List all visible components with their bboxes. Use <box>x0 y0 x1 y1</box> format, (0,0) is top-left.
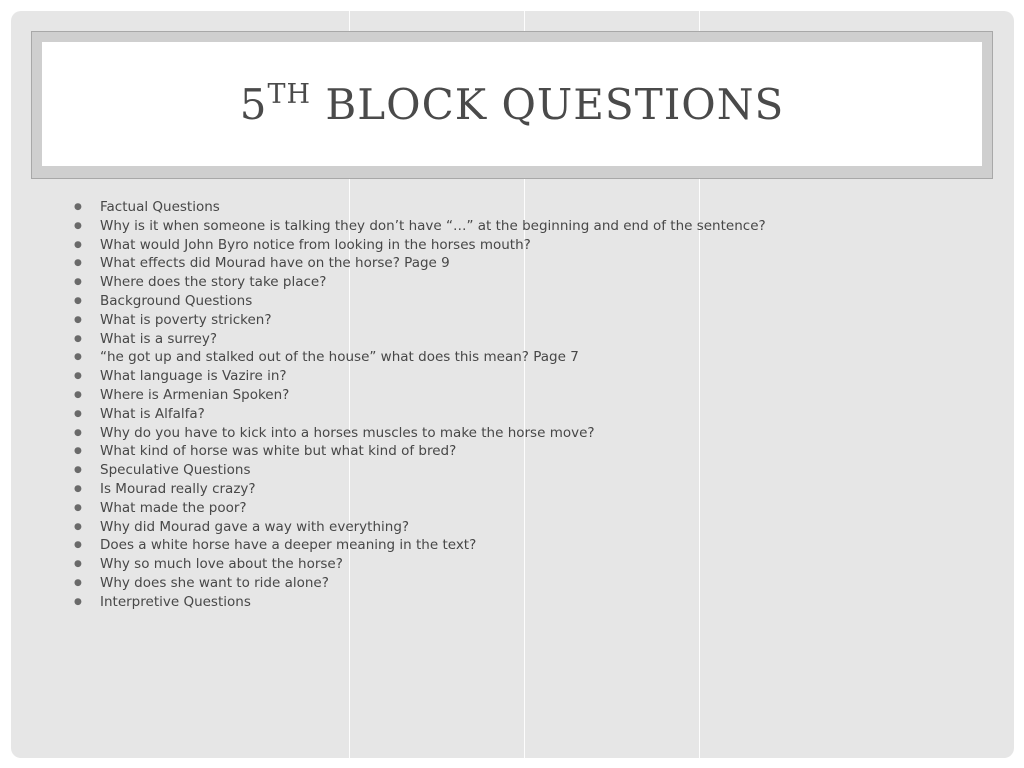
bullet-text: Background Questions <box>100 292 253 309</box>
bullet-item <box>71 480 766 499</box>
bullet-text: What language is Vazire in? <box>100 368 287 385</box>
bullet-item <box>71 574 766 593</box>
bullet-item <box>71 405 766 424</box>
bullet-item <box>71 499 766 518</box>
bullet-text: Interpretive Questions <box>100 593 251 610</box>
bullet-item <box>71 386 766 405</box>
bullet-text: Is Mourad really crazy? <box>100 480 256 497</box>
bullet-text: What effects did Mourad have on the horse? Page 9 <box>100 255 450 272</box>
bullet-item <box>71 424 766 443</box>
bullet-item <box>71 593 766 612</box>
bullet-icon: ● <box>74 389 82 400</box>
bullet-item <box>71 367 766 386</box>
title-number: 5 <box>239 79 268 129</box>
bullet-icon: ● <box>74 446 82 457</box>
bullet-icon: ● <box>74 352 82 363</box>
bullet-text: Why does she want to ride alone? <box>100 574 329 591</box>
bullet-text: What kind of horse was white but what kind of bred? <box>100 443 457 460</box>
bullet-text: What is Alfalfa? <box>100 405 205 422</box>
bullet-list <box>71 198 766 612</box>
bullet-item <box>71 348 766 367</box>
bullet-icon: ● <box>74 465 82 476</box>
bullet-icon: ● <box>74 220 82 231</box>
bullet-icon: ● <box>74 540 82 551</box>
bullet-icon: ● <box>74 239 82 250</box>
bullet-text: Why did Mourad gave a way with everything? <box>100 518 410 535</box>
bullet-icon: ● <box>74 295 82 306</box>
bullet-text: What is poverty stricken? <box>100 311 272 328</box>
bullet-item <box>71 518 766 537</box>
bullet-text: What is a surrey? <box>100 330 218 347</box>
bullet-item <box>71 442 766 461</box>
bullet-icon: ● <box>74 502 82 513</box>
bullet-icon: ● <box>74 427 82 438</box>
bullet-item <box>71 555 766 574</box>
bullet-text: Does a white horse have a deeper meaning in the text? <box>100 537 477 554</box>
bullet-icon: ● <box>74 202 82 212</box>
bullet-text: Why is it when someone is talking they don’t have “…” at the beginning and end of the sentence? <box>100 217 766 234</box>
bullet-icon: ● <box>74 577 82 588</box>
bullet-item <box>71 217 766 236</box>
bullet-text: Speculative Questions <box>100 462 251 479</box>
bullet-icon: ● <box>74 596 82 607</box>
bullet-text: Where does the story take place? <box>100 274 327 291</box>
bullet-text: “he got up and stalked out of the house” what does this mean? Page 7 <box>100 349 579 366</box>
bullet-item <box>71 461 766 480</box>
bullet-item <box>71 292 766 311</box>
bullet-item <box>71 198 766 217</box>
title-ordinal: TH <box>267 78 312 110</box>
title-frame <box>31 31 993 179</box>
bullet-item <box>71 330 766 349</box>
bullet-icon: ● <box>74 483 82 494</box>
bullet-icon: ● <box>74 333 82 344</box>
bullet-icon: ● <box>74 371 82 382</box>
slide <box>11 11 1014 758</box>
bullet-icon: ● <box>74 559 82 570</box>
bullet-text: Factual Questions <box>100 199 220 215</box>
bullet-text: Why so much love about the horse? <box>100 556 343 573</box>
bullet-item <box>71 236 766 255</box>
title-rest: BLOCK QUESTIONS <box>325 79 785 129</box>
bullet-text: Why do you have to kick into a horses muscles to make the horse move? <box>100 424 595 441</box>
bullet-text: What made the poor? <box>100 499 247 516</box>
bullet-icon: ● <box>74 521 82 532</box>
bullet-item <box>71 254 766 273</box>
bullet-item <box>71 536 766 555</box>
bullet-item <box>71 311 766 330</box>
bullet-icon: ● <box>74 258 82 269</box>
title-box <box>42 42 982 166</box>
bullet-icon: ● <box>74 314 82 325</box>
bullet-text: What would John Byro notice from looking in the horses mouth? <box>100 236 531 253</box>
bullet-text: Where is Armenian Spoken? <box>100 386 290 403</box>
bullet-icon: ● <box>74 408 82 419</box>
bullet-icon: ● <box>74 277 82 288</box>
bullet-item <box>71 273 766 292</box>
slide-title <box>240 80 785 129</box>
